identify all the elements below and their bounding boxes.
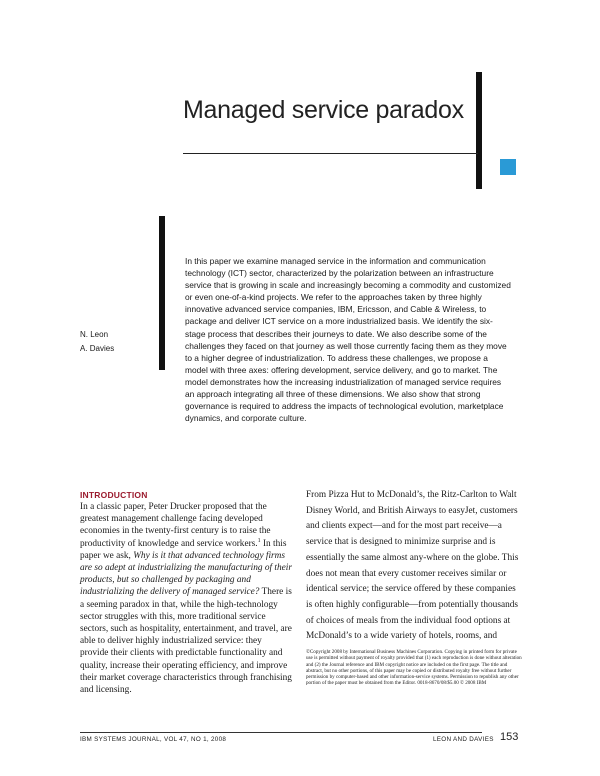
introduction-left-column (80, 501, 292, 696)
intro-text-1: In a classic paper, Peter Drucker proposed that the greatest management challenge facing developed economies in the twenty-first century is to raise the productivity of knowledge and service workers. (80, 502, 271, 549)
footer-rule (80, 732, 482, 733)
intro-question: Why is it that advanced technology firms are so adept at industrializing the manufacturing of their products, but so challenged by packaging and industrializing the delivery of managed service? (80, 550, 292, 598)
accent-square (500, 159, 516, 175)
abstract-vertical-bar (159, 216, 165, 370)
page-title: Managed service paradox (183, 96, 464, 124)
intro-text-3: There is a seeming paradox in that, while the high-technology sector struggles with this, more traditional service sectors, such as hospitality, entertainment, and travel, are able to deliver highly industrialized service: they provide their clients with predictable functionality and quality, increase their operating efficiency, and improve their market coverage characteristics through franchising and licensing. (80, 587, 292, 696)
author-1: N. Leon (80, 330, 109, 339)
introduction-right-column: From Pizza Hut to McDonald’s, the Ritz-Carlton to Walt Disney World, and British Airways to easyJet, customers and clients expect—and for the most part receive—a service that is designed to minimize surprise and is essentially the same almost any-where on the globe. This does not mean that every customer receives similar or identical service; the service offered by these companies is often highly configurable—from potentially thousands of choices of meals from the individual food options at McDonald’s to a wide variety of hotels, rooms, and (306, 490, 519, 642)
author-2: A. Davies (80, 344, 115, 353)
abstract: In this paper we examine managed service in the information and communication technology (ICT) sector, characterized by the polarization between an infrastructure service that is growing in scale and increasingly becoming a commodity and customized or even one-of-a-kind projects. We refer to the approaches taken by three highly innovative advanced service companies, IBM, Ericsson, and Cable & Wireless, to package and deliver ICT service on a more industrialized basis. We identify the six-stage process that describes their journeys to date. We also describe some of the challenges they faced on that journey as well those currently facing them as they move to a higher degree of industrialization. To address these challenges, we propose a model with three axes: offering development, service delivery, and go to market. The model demonstrates how the increasing industrialization of managed service requires an approach integrating all three of these dimensions. We also show that strong governance is required to address the impacts of technological evolution, marketplace dynamics, and corporate culture. (185, 256, 511, 424)
intro-text-2: In this paper we ask, (80, 538, 287, 561)
page-number: 153 (500, 731, 519, 743)
title-rule (183, 153, 478, 154)
copyright-notice: ©Copyright 2008 by International Business Machines Corporation. Copying in printed form for private use is permitted without payment of royalty provided that (1) each reproduction is done without alteration and (2) the Journal reference and IBM copyright notice are included on the first page. The title and abstract, but no other portions, of this paper may be copied or distributed royalty free without further permission by computer-based and other information-service systems. Permission to republish any other portion of the paper must be obtained from the Editor. 0018-8670/08/$5.00 © 2008 IBM (306, 649, 522, 687)
footer-journal: IBM SYSTEMS JOURNAL, VOL 47, NO 1, 2008 (80, 736, 227, 743)
footer-authors: LEON AND DAVIES (433, 736, 494, 743)
title-vertical-bar (476, 72, 482, 189)
footnote-ref: 1 (257, 537, 261, 544)
section-heading-introduction: INTRODUCTION (80, 490, 148, 500)
